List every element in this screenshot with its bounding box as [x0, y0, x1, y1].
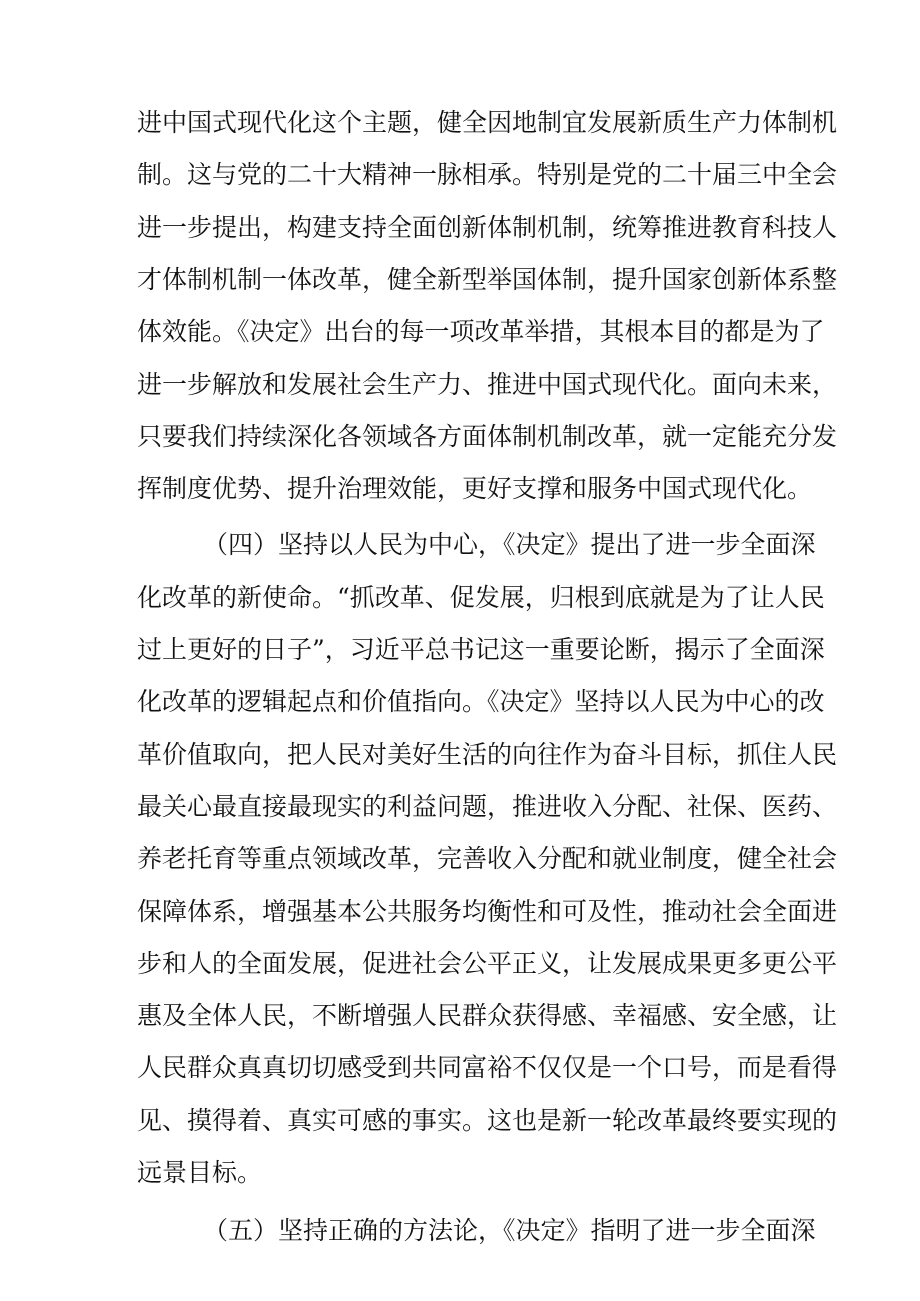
text-line: 进中国式现代化这个主题，健全因地制宜发展新质生产力体制机 — [137, 108, 838, 137]
text-line: 才体制机制一体改革，健全新型举国体制，提升国家创新体系整 — [137, 265, 838, 294]
text-line: 惠及全体人民，不断增强人民群众获得感、幸福感、安全感，让 — [137, 1001, 838, 1030]
text-line: 进一步解放和发展社会生产力、推进中国式现代化。面向未来， — [137, 370, 838, 399]
text-line: 最关心最直接最现实的利益问题，推进收入分配、社保、医药、 — [137, 792, 838, 821]
text-line: 化改革的新使命。“抓改革、促发展，归根到底就是为了让人民 — [137, 583, 825, 612]
text-line: 远景目标。 — [137, 1158, 263, 1187]
text-line: 化改革的逻辑起点和价值指向。《决定》坚持以人民为中心的改 — [137, 687, 825, 716]
text-line: 人民群众真真切切感受到共同富裕不仅仅是一个口号，而是看得 — [137, 1053, 838, 1082]
text-line: 保障体系，增强基本公共服务均衡性和可及性，推动社会全面进 — [137, 897, 838, 926]
text-line: 只要我们持续深化各领域各方面体制机制改革，就一定能充分发 — [137, 422, 838, 451]
text-line: 革价值取向，把人民对美好生活的向往作为奋斗目标，抓住人民 — [137, 740, 838, 769]
section-heading-4: （四）坚持以人民为中心，《决定》提出了进一步全面深 — [203, 530, 816, 559]
text-line: 见、摸得着、真实可感的事实。这也是新一轮改革最终要实现的 — [137, 1106, 838, 1135]
section-heading-5: （五）坚持正确的方法论，《决定》指明了进一步全面深 — [203, 1216, 816, 1245]
text-line: 制。这与党的二十大精神一脉相承。特别是党的二十届三中全会 — [137, 160, 838, 189]
text-line: 体效能。《决定》出台的每一项改革举措，其根本目的都是为了 — [137, 317, 825, 346]
text-line: 养老托育等重点领域改革，完善收入分配和就业制度，健全社会 — [137, 844, 838, 873]
text-line: 步和人的全面发展，促进社会公平正义，让发展成果更多更公平 — [137, 949, 838, 978]
text-line: 挥制度优势、提升治理效能，更好支撑和服务中国式现代化。 — [137, 474, 813, 503]
text-line: 进一步提出，构建支持全面创新体制机制，统筹推进教育科技人 — [137, 213, 838, 242]
text-line: 过上更好的日子”，习近平总书记这一重要论断，揭示了全面深 — [137, 635, 825, 664]
